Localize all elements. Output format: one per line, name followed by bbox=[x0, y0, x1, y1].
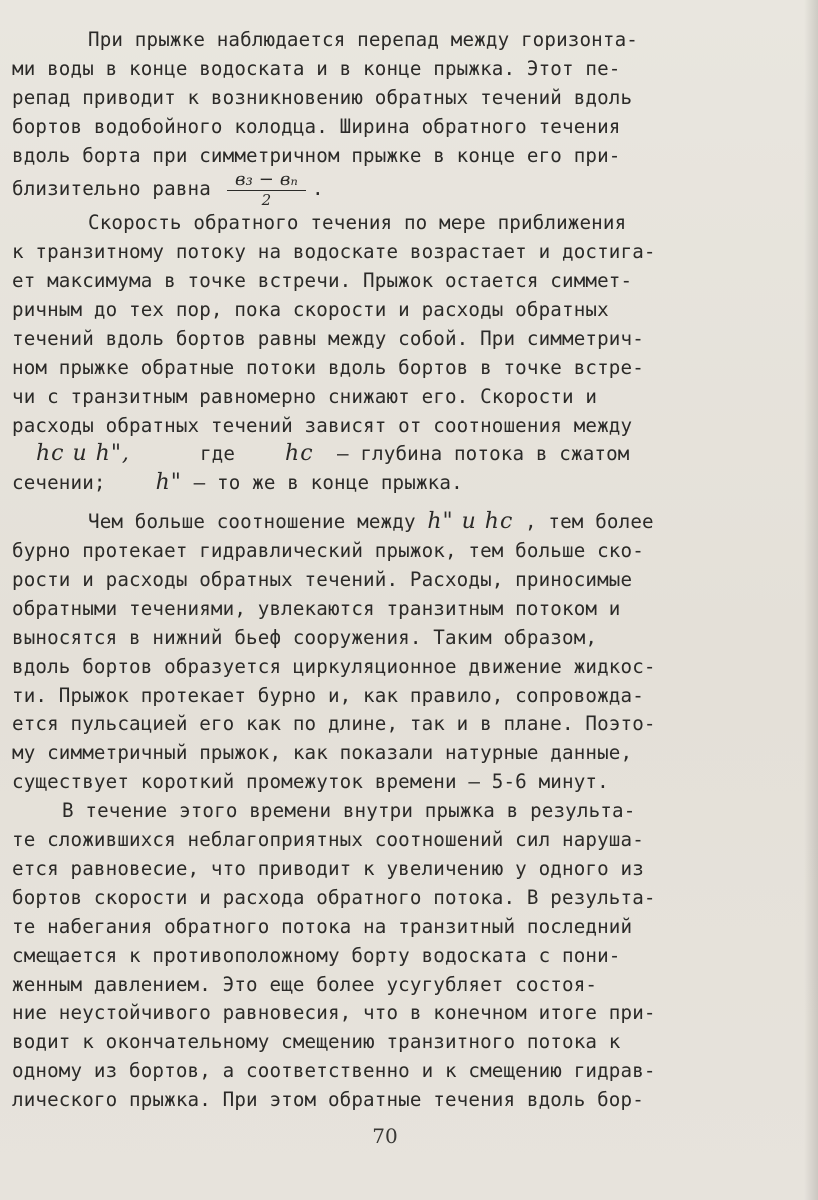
math-symbols: h" и hc bbox=[427, 509, 514, 535]
text-line: ти. Прыжок протекает бурно и, как правило, сопровожда- bbox=[12, 683, 644, 707]
definition-text: – глубина потока в сжатом bbox=[336, 442, 630, 466]
text-line: Скорость обратного течения по мере приближения bbox=[88, 211, 627, 235]
text-line: ном прыжке обратные потоки вдоль бортов в точке встре- bbox=[12, 355, 644, 379]
text-line-with-symbols bbox=[12, 440, 772, 469]
line-tail-text: , тем более bbox=[525, 510, 654, 534]
width-formula bbox=[227, 170, 306, 209]
text-line: течений вдоль бортов равны между собой. При симметрич- bbox=[12, 326, 644, 350]
text-line: выносятся в нижний бьеф сооружения. Таким образом, bbox=[12, 625, 598, 649]
line-lead-text: Чем больше соотношение между bbox=[88, 510, 416, 534]
text-line: те набегания обратного потока на транзитный последний bbox=[12, 914, 633, 938]
text-line: ричным до тех пор, пока скорости и расходы обратных bbox=[12, 298, 609, 322]
paragraph-1 bbox=[12, 26, 772, 210]
page-edge-shadow bbox=[804, 0, 818, 1200]
text-line: ется пульсацией его как по длине, так и в плане. Поэто- bbox=[12, 712, 656, 736]
text-line: В течение этого времени внутри прыжка в результа- bbox=[62, 799, 636, 823]
text-line-with-symbols bbox=[12, 508, 772, 537]
math-symbol: h" bbox=[155, 470, 182, 496]
text-line: те сложившихся неблагоприятных соотношений сил наруша- bbox=[12, 828, 644, 852]
formula-numerator: в₃ − вₙ bbox=[227, 170, 306, 191]
text-line: бортов водобойного колодца. Ширина обратного течения bbox=[12, 114, 621, 138]
text-line: ет максимума в точке встречи. Прыжок остается симмет- bbox=[12, 269, 633, 293]
formula-denominator: 2 bbox=[261, 191, 272, 210]
text-line: ется равновесие, что приводит к увеличению у одного из bbox=[12, 856, 644, 880]
text-line: вдоль бортов образуется циркуляционное движение жидкос- bbox=[12, 654, 656, 678]
text-line: При прыжке наблюдается перепад между горизонта- bbox=[88, 28, 638, 51]
text-line: рости и расходы обратных течений. Расходы, приносимые bbox=[12, 568, 633, 592]
paragraph-4 bbox=[12, 797, 772, 1115]
math-symbol: hc bbox=[285, 441, 314, 467]
text-line: к транзитному потоку на водоскате возрастает и достига- bbox=[12, 240, 656, 264]
definition-text: – то же в конце прыжка. bbox=[193, 471, 463, 495]
text-line: репад приводит к возникновению обратных течений вдоль bbox=[12, 85, 633, 109]
text-line: женным давлением. Это еще более усугубляет состоя- bbox=[12, 972, 598, 996]
text-line: лического прыжка. При этом обратные течения вдоль бор- bbox=[12, 1088, 644, 1112]
formula-lead-text: близительно равна bbox=[12, 177, 211, 201]
formula-period: . bbox=[311, 177, 324, 201]
text-line: смещается к противоположному борту водоската с пони- bbox=[12, 943, 621, 967]
text-line: чи с транзитным равномерно снижают его. Скорости и bbox=[12, 384, 598, 408]
text-line: ние неустойчивого равновесия, что в конечном итоге при- bbox=[12, 1001, 656, 1025]
text-line: обратными течениями, увлекаются транзитным потоком и bbox=[12, 596, 621, 620]
text-line-with-formula bbox=[12, 169, 772, 210]
text-line: расходы обратных течений зависят от соотношения между bbox=[12, 413, 633, 437]
text-line: му симметричный прыжок, как показали натурные данные, bbox=[12, 741, 633, 765]
where-word: где bbox=[199, 442, 236, 466]
text-line: бортов скорости и расхода обратного потока. В результа- bbox=[12, 885, 656, 909]
text-line: существует короткий промежуток времени – 5-6 минут. bbox=[12, 770, 609, 794]
text-line: одному из бортов, а соответственно и к смещению гидрав- bbox=[12, 1059, 656, 1083]
text-line-with-symbols bbox=[12, 469, 772, 498]
text-line: бурно протекает гидравлический прыжок, тем больше ско- bbox=[12, 539, 644, 563]
math-symbols: hc и h", bbox=[36, 441, 130, 467]
text-line: ми воды в конце водоската и в конце прыжка. Этот пе- bbox=[12, 56, 621, 80]
paragraph-2 bbox=[12, 209, 772, 498]
definition-lead-text: сечении; bbox=[12, 471, 106, 495]
body-text bbox=[12, 26, 772, 1115]
text-line: вдоль борта при симметричном прыжке в конце его при- bbox=[12, 143, 621, 167]
page-number: 70 bbox=[372, 1124, 398, 1148]
paragraph-3 bbox=[12, 508, 772, 797]
text-line: водит к окончательному смещению транзитного потока к bbox=[12, 1030, 621, 1054]
